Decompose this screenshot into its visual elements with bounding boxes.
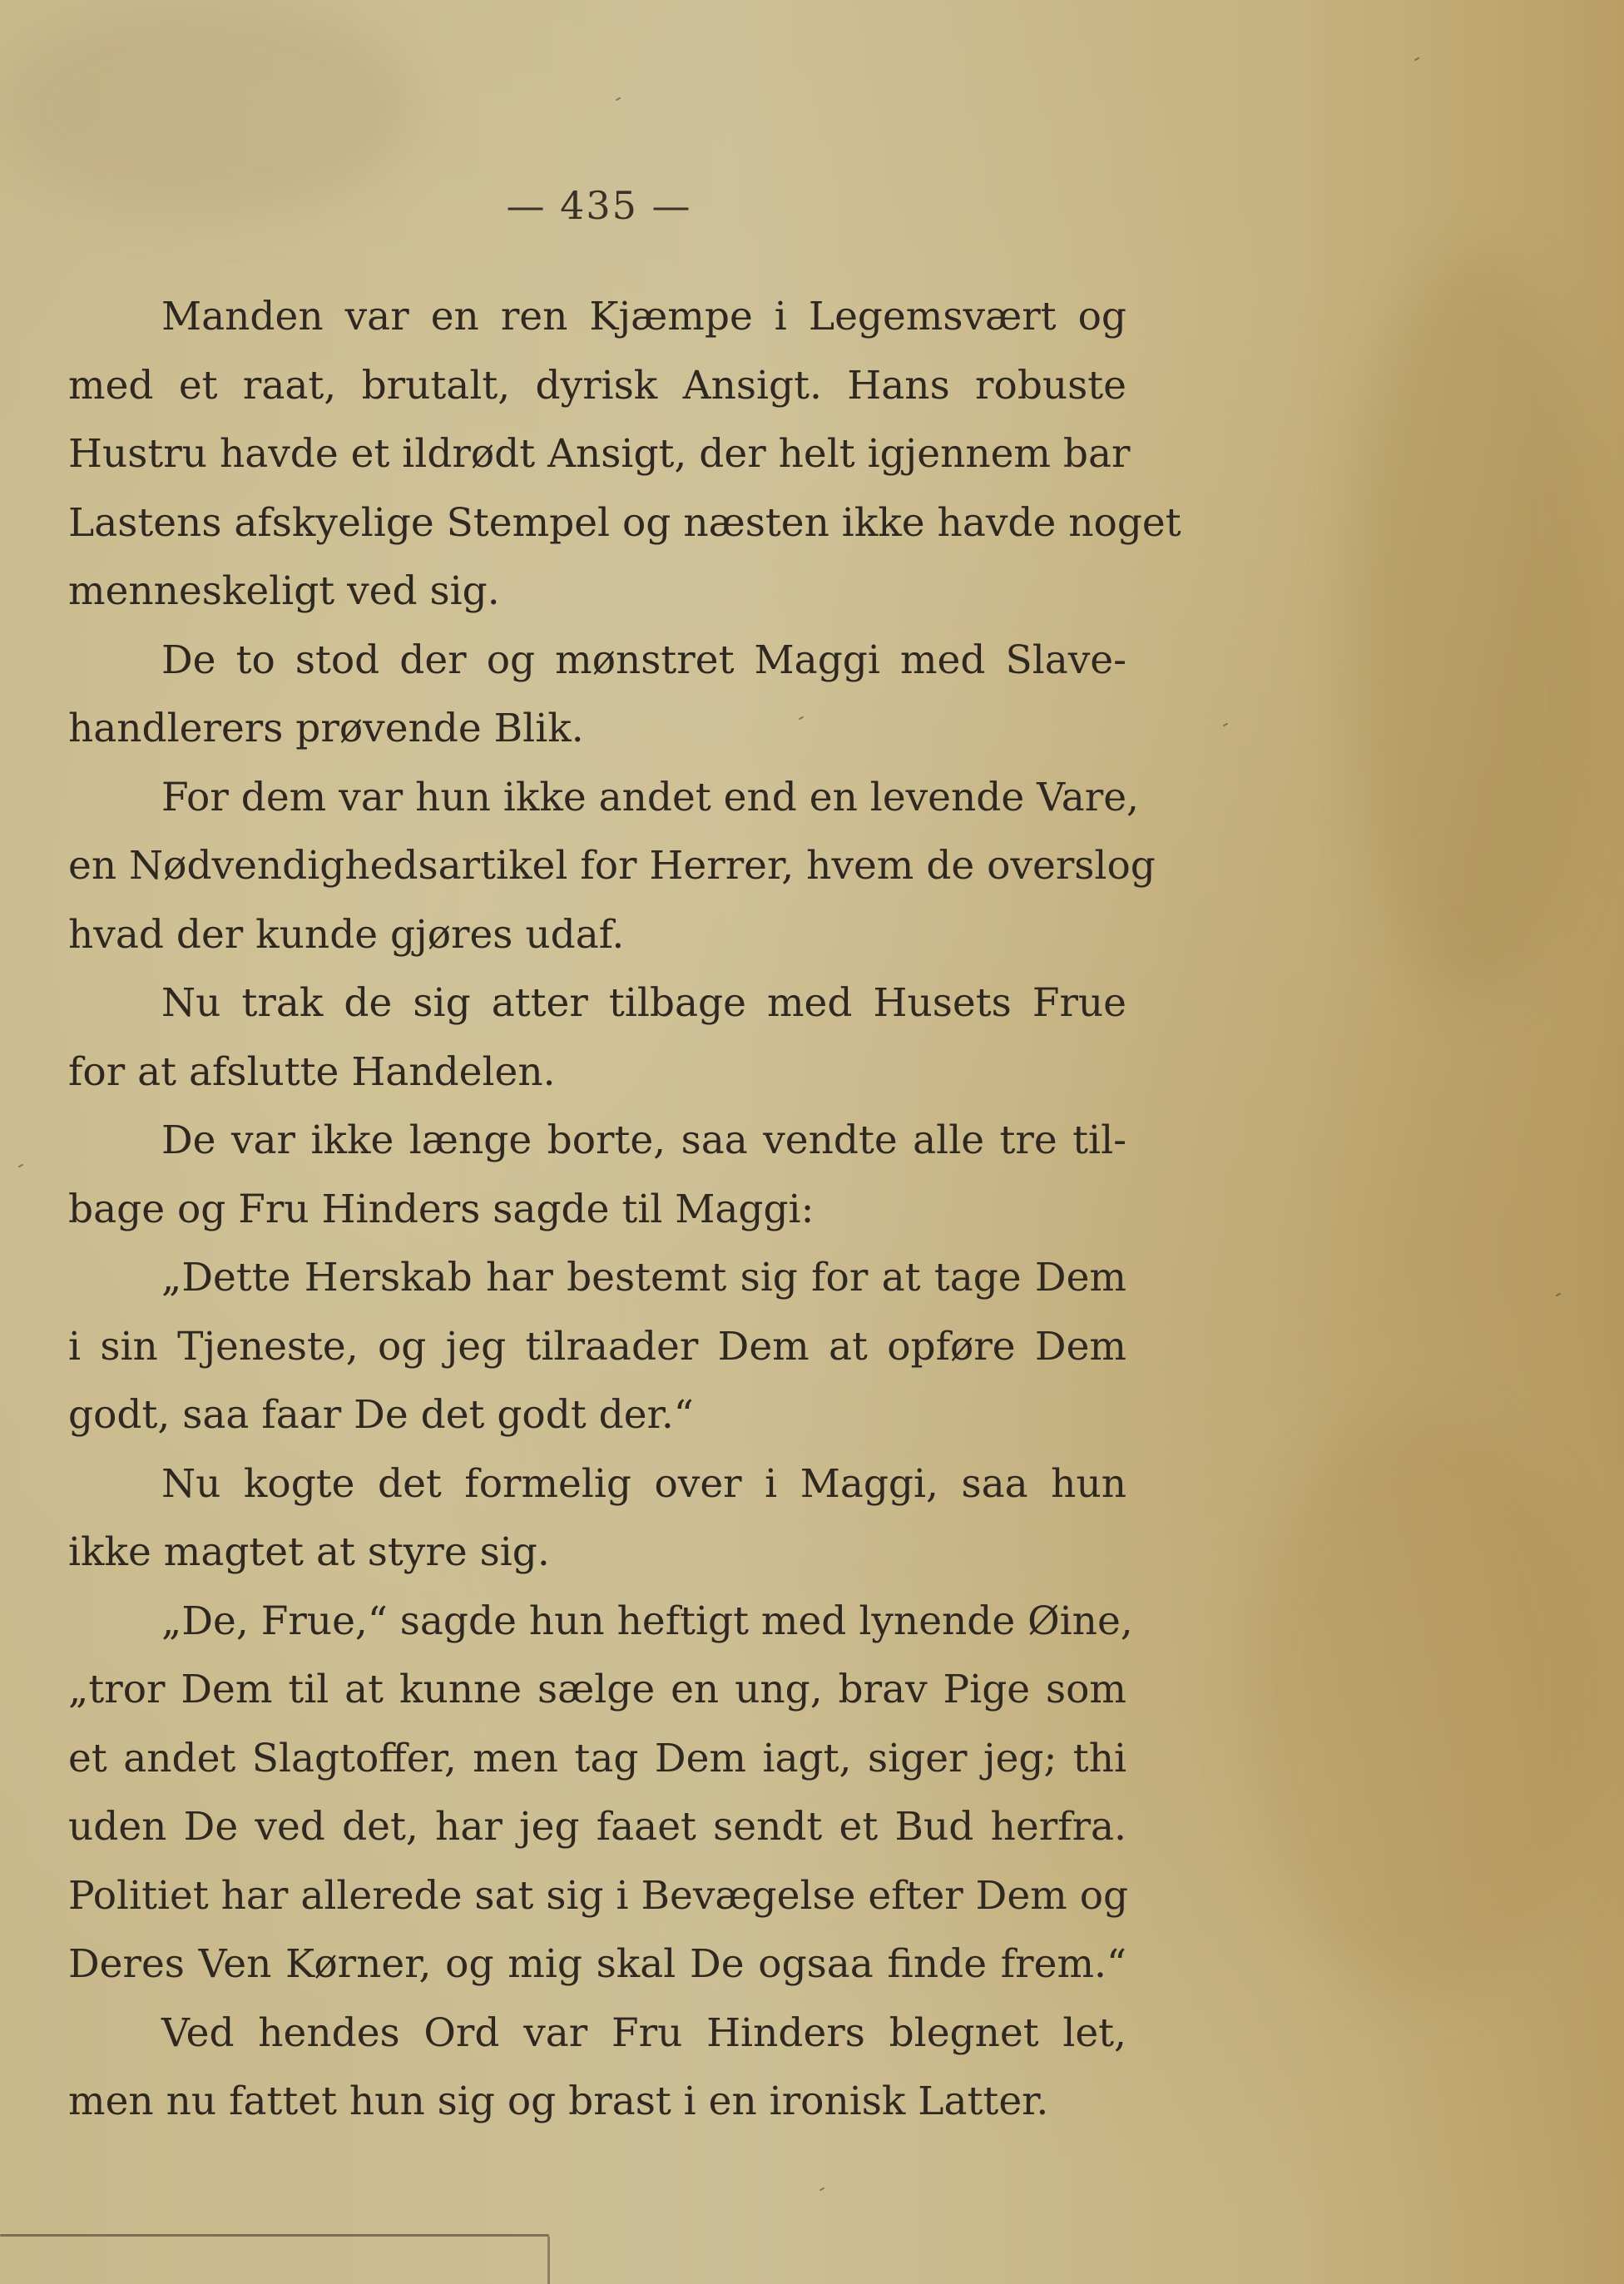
paragraph xyxy=(68,1107,1126,1244)
text-line: menneskeligt ved sig. xyxy=(68,568,500,614)
text-line: Deres Ven Kørner, og mig skal De ogsaa finde frem.“ xyxy=(68,1941,1126,1987)
paragraph xyxy=(68,1244,1126,1450)
text-line: for at afslutte Handelen. xyxy=(68,1048,556,1095)
body-text xyxy=(68,283,1181,2137)
page-number: — 435 — xyxy=(506,183,692,228)
paragraph xyxy=(68,1588,1133,1999)
paper-speck xyxy=(1556,1293,1561,1297)
text-line: De var ikke længe borte, saa vendte alle tre til- xyxy=(161,1117,1126,1163)
text-line: et andet Slagtoffer, men tag Dem iagt, siger jeg; thi xyxy=(68,1735,1126,1781)
page-crease xyxy=(547,2237,550,2284)
text-line: Politiet har allerede sat sig i Bevægelse efter Dem og xyxy=(68,1872,1129,1919)
text-line: Manden var en ren Kjæmpe i Legemsvært og xyxy=(161,294,1126,339)
paper-speck xyxy=(18,1164,23,1168)
paper-stain xyxy=(1348,250,1597,998)
text-line: en Nødvendighedsartikel for Herrer, hvem de overslog xyxy=(68,843,1156,889)
text-line: De to stod der og mønstret Maggi med Slave- xyxy=(161,637,1126,683)
paragraph xyxy=(68,283,1181,627)
text-line: Hustru havde et ildrødt Ansigt, der helt igjennem bar xyxy=(68,431,1131,477)
text-line: Nu kogte det formelig over i Maggi, saa hun xyxy=(161,1460,1126,1507)
paragraph xyxy=(68,1999,1126,2137)
paper-speck xyxy=(1223,723,1228,727)
text-line: men nu fattet hun sig og brast i en ironisk Latter. xyxy=(68,2078,1049,2124)
paragraph xyxy=(68,969,1126,1107)
page-crease xyxy=(0,2234,549,2237)
paragraph xyxy=(68,627,1126,764)
text-line: i sin Tjeneste, og jeg tilraader Dem at opføre Dem xyxy=(68,1323,1126,1370)
text-line: godt, saa faar De det godt der.“ xyxy=(68,1392,694,1438)
text-line: med et raat, brutalt, dyrisk Ansigt. Hans robuste xyxy=(68,362,1126,409)
paragraph xyxy=(68,764,1156,970)
text-line: Nu trak de sig atter tilbage med Husets Frue xyxy=(161,980,1126,1026)
text-line: bage og Fru Hinders sagde til Maggi: xyxy=(68,1186,814,1232)
text-line: hvad der kunde gjøres udaf. xyxy=(68,911,625,958)
text-line: For dem var hun ikke andet end en levende Vare, xyxy=(161,774,1139,820)
text-line: Lastens afskyelige Stempel og næsten ikke havde noget xyxy=(68,499,1181,546)
text-line: ikke magtet at styre sig. xyxy=(68,1529,550,1575)
paper-speck xyxy=(616,97,621,102)
paragraph xyxy=(68,1450,1126,1588)
text-line: handlerers prøvende Blik. xyxy=(68,706,584,751)
paper-speck xyxy=(819,2187,824,2192)
paper-stain xyxy=(1248,1414,1597,1997)
paper-stain xyxy=(0,0,416,216)
text-line: uden De ved det, har jeg faaet sendt et Bud herfra. xyxy=(68,1804,1126,1850)
paper-speck xyxy=(1414,57,1419,62)
text-line: Ved hendes Ord var Fru Hinders blegnet let, xyxy=(161,2009,1126,2056)
text-line: „tror Dem til at kunne sælge en ung, brav Pige som xyxy=(68,1667,1126,1712)
text-line: „De, Frue,“ sagde hun heftigt med lynende Øine, xyxy=(161,1598,1133,1644)
text-line: „Dette Herskab har bestemt sig for at tage Dem xyxy=(161,1255,1126,1301)
